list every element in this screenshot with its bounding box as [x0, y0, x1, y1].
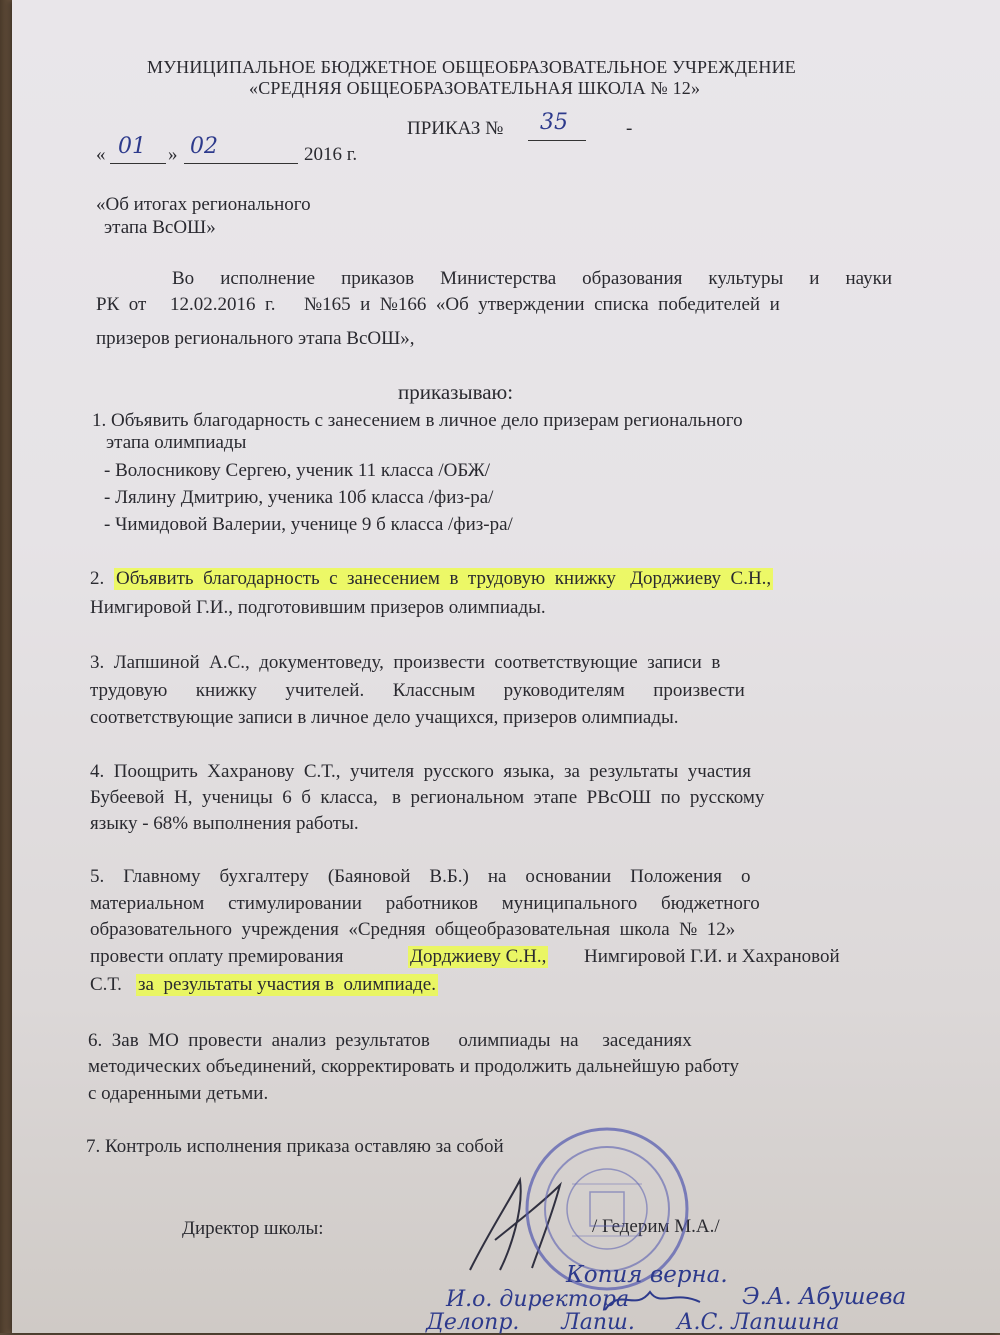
item6-line1: 6. Зав МО провести анализ результатов олимпиады на заседаниях: [88, 1030, 692, 1051]
item1-sub1: - Волосникову Сергею, ученик 11 класса /ОБЖ/: [104, 460, 491, 481]
item5-line5-a: С.Т.: [90, 974, 122, 995]
date-day: 01: [118, 134, 146, 159]
order-label: ПРИКАЗ №: [407, 118, 504, 139]
item3-line3: соответствующие записи в личное дело учащихся, призеров олимпиады.: [90, 707, 679, 728]
item5-line2: материальном стимулировании работников муниципального бюджетного: [90, 893, 760, 914]
item6-line2: методических объединений, скорректировать и продолжить дальнейшую работу: [88, 1056, 740, 1077]
decree-word: приказываю:: [398, 380, 514, 404]
item5-line1: 5. Главному бухгалтеру (Баяновой В.Б.) на основании Положения о: [90, 866, 751, 887]
date-close-quote: »: [168, 144, 178, 165]
signature-name: / Гедерим М.А./: [592, 1216, 720, 1237]
item5-line3: образовательного учреждения «Средняя общеобразовательная школа № 12»: [90, 919, 736, 940]
item1-sub3: - Чимидовой Валерии, ученице 9 б класса /физ-ра/: [104, 514, 513, 535]
item2-line2: Нимгировой Г.И., подготовившим призеров олимпиады.: [90, 597, 546, 618]
order-number-underline: [528, 140, 586, 141]
date-open-quote: «: [96, 144, 106, 165]
item1-line1: 1. Объявить благодарность с занесением в личное дело призерам регионального: [92, 410, 743, 431]
handwritten-bottom-line: Делопр. Лапш. А.С. Лапшина: [426, 1310, 840, 1335]
subject-line2: этапа ВсОШ»: [104, 217, 216, 238]
item5-line5-highlighted: за результаты участия в олимпиаде.: [138, 974, 436, 995]
item7: 7. Контроль исполнения приказа оставляю за собой: [86, 1136, 504, 1157]
item3-line1: 3. Лапшиной А.С., документоведу, произвести соответствующие записи в: [90, 652, 721, 673]
school-header-line1: МУНИЦИПАЛЬНОЕ БЮДЖЕТНОЕ ОБЩЕОБРАЗОВАТЕЛЬНОЕ УЧРЕЖДЕНИЕ: [147, 57, 796, 77]
date-month-underline: [184, 163, 298, 164]
handwritten-name1: Э.А. Абушева: [742, 1284, 907, 1310]
item5-line4-b: Нимгировой Г.И. и Хахрановой: [584, 946, 840, 967]
item4-line2: Бубеевой Н, ученицы 6 б класса, в региональном этапе РВсОШ по русскому: [90, 787, 765, 808]
item3-line2: трудовую книжку учителей. Классным руководителям произвести: [90, 680, 745, 701]
item1-line2: этапа олимпиады: [106, 432, 247, 453]
item2-number: 2.: [90, 568, 105, 589]
handwritten-acting-director: И.о. директора: [446, 1287, 630, 1312]
date-year: 2016 г.: [304, 144, 358, 165]
school-header-line2: «СРЕДНЯЯ ОБЩЕОБРАЗОВАТЕЛЬНАЯ ШКОЛА № 12»: [249, 78, 701, 98]
item5-line4-a: провести оплату премирования: [90, 946, 344, 967]
preamble-line3: призеров регионального этапа ВсОШ»,: [96, 328, 415, 349]
preamble-line1: Во исполнение приказов Министерства образования культуры и науки: [172, 268, 892, 289]
signature-title: Директор школы:: [182, 1218, 324, 1239]
item5-line4-highlighted: Дорджиеву С.Н.,: [410, 946, 547, 967]
order-dash: -: [626, 118, 633, 139]
handwritten-copy-true: Копия верна.: [566, 1262, 728, 1288]
preamble-line2: РК от 12.02.2016 г. №165 и №166 «Об утверждении списка победителей и: [96, 294, 780, 315]
item2-line1-highlighted: Объявить благодарность с занесением в трудовую книжку Дорджиеву С.Н.,: [116, 568, 772, 589]
date-day-underline: [110, 163, 166, 164]
date-month: 02: [190, 134, 218, 159]
subject-line1: «Об итогах регионального: [96, 194, 311, 215]
item4-line3: языку - 68% выполнения работы.: [90, 813, 359, 834]
order-number: 35: [540, 110, 568, 135]
item6-line3: с одаренными детьми.: [88, 1083, 269, 1104]
item1-sub2: - Лялину Дмитрию, ученика 10б класса /физ-ра/: [104, 487, 494, 508]
item4-line1: 4. Поощрить Хахранову С.Т., учителя русского языка, за результаты участия: [90, 761, 751, 782]
